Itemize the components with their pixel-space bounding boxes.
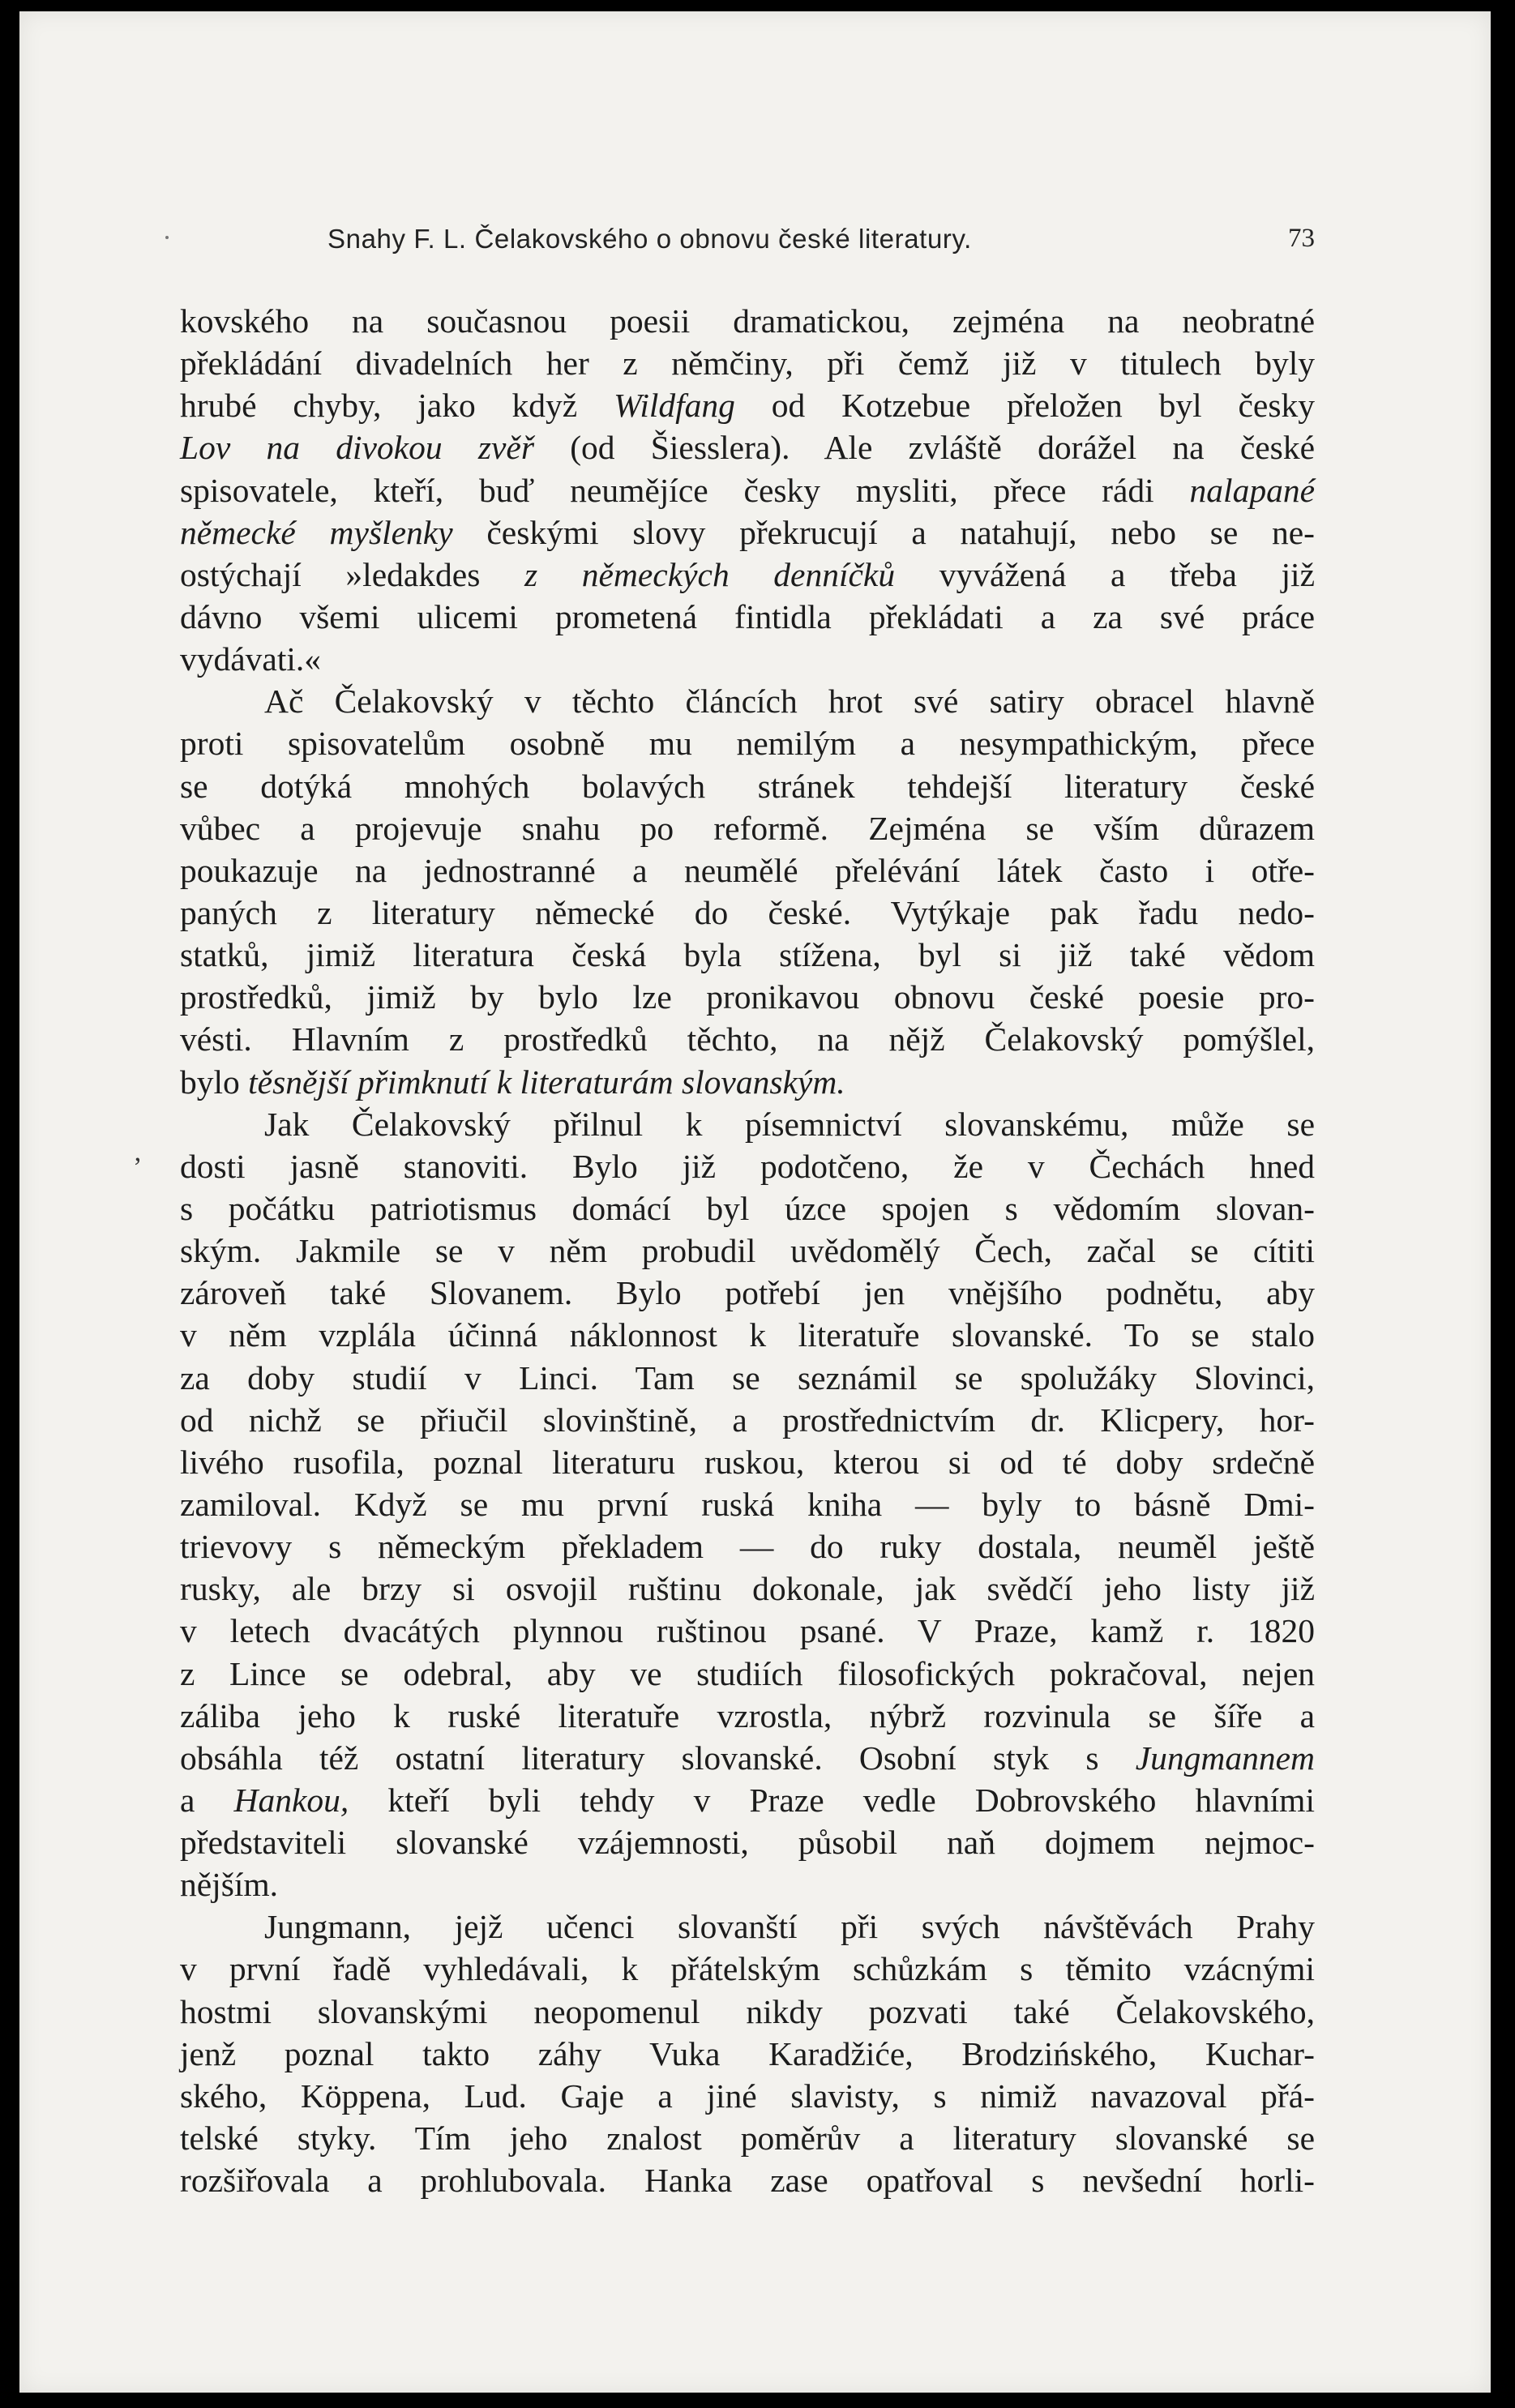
text-line <box>180 1737 1315 1779</box>
line-text: dávno všemi ulicemi prometená fintidla překládati a za své práce <box>180 597 1315 635</box>
emphasis-text: Hankou, <box>233 1781 349 1819</box>
text-line <box>180 1610 1315 1652</box>
text-line <box>180 1863 1315 1905</box>
line-text: vésti. Hlavním z prostředků těchto, na nějž Čelakovský pomýšlel, <box>180 1020 1315 1059</box>
text-line <box>180 1991 1315 2033</box>
line-text: zároveň také Slovanem. Bylo potřebí jen vnějšího podnětu, aby <box>180 1274 1315 1312</box>
text-line <box>180 1061 1315 1103</box>
emphasis-text: těsnější přimknutí k literaturám slovanským. <box>248 1063 845 1101</box>
text-line <box>180 1230 1315 1272</box>
text-line <box>180 1272 1315 1314</box>
text-line <box>180 1314 1315 1356</box>
line-text: vůbec a projevuje snahu po reformě. Zejména se vším důrazem <box>180 809 1315 847</box>
text-line <box>180 680 1315 722</box>
line-text: Ač Čelakovský v těchto článcích hrot své satiry obracel hlavně <box>264 682 1315 721</box>
line-text: ským. Jakmile se v něm probudil uvědomělý Čech, začal se cítiti <box>180 1232 1315 1270</box>
line-text: spisovatele, kteří, buď neumějíce česky mysliti, přece rádi <box>180 471 1190 509</box>
text-line <box>180 934 1315 976</box>
margin-mark: ʼ <box>133 1153 143 1183</box>
emphasis-text: nalapané <box>1189 471 1315 509</box>
text-line <box>180 1018 1315 1060</box>
text-line <box>180 1779 1315 1821</box>
text-line <box>180 1568 1315 1610</box>
line-text: telské styky. Tím jeho znalost poměrův a literatury slovanské se <box>180 2119 1315 2158</box>
text-line <box>180 1905 1315 1948</box>
line-text: vydávati.« <box>180 640 322 678</box>
line-text: kovského na současnou poesii dramatickou, zejména na neobratné <box>180 302 1315 340</box>
text-line <box>180 765 1315 807</box>
line-text: vyvážená a třeba již <box>895 555 1315 593</box>
line-text: prostředků, jimiž by bylo lze pronikavou obnovu české poesie pro- <box>180 978 1315 1016</box>
line-text: s počátku patriotismus domácí byl úzce spojen s vědomím slovan- <box>180 1189 1315 1227</box>
line-text: nějším. <box>180 1866 279 1904</box>
line-text: z Lince se odebral, aby ve studiích filosofických pokračoval, nejen <box>180 1654 1315 1692</box>
emphasis-text: Jungmannem <box>1135 1739 1315 1777</box>
text-line <box>180 384 1315 426</box>
line-text: ostýchají »ledakdes <box>180 555 524 593</box>
line-text: rusky, ale brzy si osvojil ruštinu dokonale, jak svědčí jeho listy již <box>180 1570 1315 1608</box>
line-text: obsáhla též ostatní literatury slovanské. Osobní styk s <box>180 1739 1136 1777</box>
line-text: ského, Köppena, Lud. Gaje a jiné slavisty, s nimiž navazoval přá- <box>180 2077 1315 2115</box>
text-line <box>180 1483 1315 1525</box>
text-line <box>180 807 1315 849</box>
text-line <box>180 2075 1315 2117</box>
line-text: Jungmann, jejž učenci slovanští při svých návštěvách Prahy <box>264 1908 1315 1946</box>
text-line <box>180 1441 1315 1483</box>
line-text: kteří byli tehdy v Praze vedle Dobrovského hlavními <box>349 1781 1315 1819</box>
line-text: za doby studií v Linci. Tam se seznámil se spolužáky Slovinci, <box>180 1358 1315 1396</box>
text-line <box>180 1653 1315 1695</box>
book-page <box>19 11 1491 2393</box>
text-line <box>180 1399 1315 1441</box>
line-text: dosti jasně stanoviti. Bylo již podotčeno, že v Čechách hned <box>180 1147 1315 1185</box>
emphasis-text: německé myšlenky <box>180 513 453 551</box>
line-text: hostmi slovanskými neopomenul nikdy pozvati také Čelakovského, <box>180 1992 1315 2030</box>
line-text: bylo <box>180 1063 249 1101</box>
line-text: se dotýká mnohých bolavých stránek tehdejší literatury české <box>180 767 1315 805</box>
page-header <box>327 224 1315 272</box>
text-line <box>180 511 1315 554</box>
line-text: poukazuje na jednostranné a neumělé přelévání látek často i otře- <box>180 851 1315 889</box>
emphasis-text: Wildfang <box>614 387 735 425</box>
text-line <box>180 2117 1315 2159</box>
text-line <box>180 426 1315 468</box>
line-text: českými slovy překrucují a natahují, nebo se ne- <box>452 513 1315 551</box>
line-text: trievovy s německým překladem — do ruky dostala, neuměl ještě <box>180 1528 1315 1566</box>
line-text: statků, jimiž literatura česká byla stížena, byl si již také vědom <box>180 936 1315 974</box>
line-text: v první řadě vyhledávali, k přátelským schůzkám s těmito vzácnými <box>180 1950 1315 1988</box>
line-text: představiteli slovanské vzájemnosti, působil naň dojmem nejmoc- <box>180 1824 1315 1862</box>
text-line <box>180 1103 1315 1145</box>
text-line <box>180 469 1315 511</box>
line-text: livého rusofila, poznal literaturu ruskou, kterou si od té doby srdečně <box>180 1443 1315 1481</box>
line-text: paných z literatury německé do české. Vytýkaje pak řadu nedo- <box>180 893 1315 931</box>
text-line <box>180 2159 1315 2201</box>
page-number: 73 <box>1288 224 1315 253</box>
text-line <box>180 1695 1315 1737</box>
text-line <box>180 849 1315 892</box>
line-text: a <box>180 1781 234 1819</box>
text-line <box>180 554 1315 596</box>
text-line <box>180 1948 1315 1990</box>
text-line <box>180 976 1315 1018</box>
line-text: od Kotzebue přeložen byl česky <box>734 387 1316 425</box>
text-line <box>180 722 1315 764</box>
text-line <box>180 2033 1315 2075</box>
line-text: překládání divadelních her z němčiny, při čemž již v titulech byly <box>180 344 1315 383</box>
line-text: Jak Čelakovský přilnul k písemnictví slovanskému, může se <box>264 1105 1315 1143</box>
text-line <box>180 596 1315 638</box>
text-line <box>180 342 1315 384</box>
line-text: od nichž se přiučil slovinštině, a prostřednictvím dr. Klicpery, hor- <box>180 1401 1315 1439</box>
body-text <box>180 300 1315 2201</box>
text-line <box>180 1821 1315 1863</box>
line-text: (od Šiesslera). Ale zvláště dorážel na české <box>533 429 1315 467</box>
text-line <box>180 638 1315 680</box>
emphasis-text: z německých denníčků <box>524 555 896 593</box>
emphasis-text: Lov na divokou zvěř <box>180 429 534 467</box>
line-text: v letech dvacátých plynnou ruštinou psané. V Praze, kamž r. 1820 <box>180 1612 1315 1650</box>
line-text: proti spisovatelům osobně mu nemilým a nesympathickým, přece <box>180 725 1315 763</box>
text-line <box>180 892 1315 934</box>
line-text: zamiloval. Když se mu první ruská kniha — byly to básně Dmi- <box>180 1485 1315 1523</box>
line-text: jenž poznal takto záhy Vuka Karadžiće, Brodzińského, Kuchar- <box>180 2034 1315 2072</box>
text-line <box>180 1525 1315 1568</box>
text-line <box>180 300 1315 342</box>
text-line <box>180 1145 1315 1187</box>
line-text: hrubé chyby, jako když <box>180 387 614 425</box>
line-text: záliba jeho k ruské literatuře vzrostla, nýbrž rozvinula se šíře a <box>180 1696 1315 1734</box>
scan-speck <box>165 236 169 239</box>
running-head: Snahy F. L. Čelakovského o obnovu české literatury. <box>327 224 972 254</box>
line-text: rozšiřovala a prohlubovala. Hanka zase opatřoval s nevšední horli- <box>180 2162 1315 2200</box>
text-line <box>180 1357 1315 1399</box>
line-text: v něm vzplála účinná náklonnost k literatuře slovanské. To se stalo <box>180 1316 1315 1354</box>
text-line <box>180 1187 1315 1230</box>
